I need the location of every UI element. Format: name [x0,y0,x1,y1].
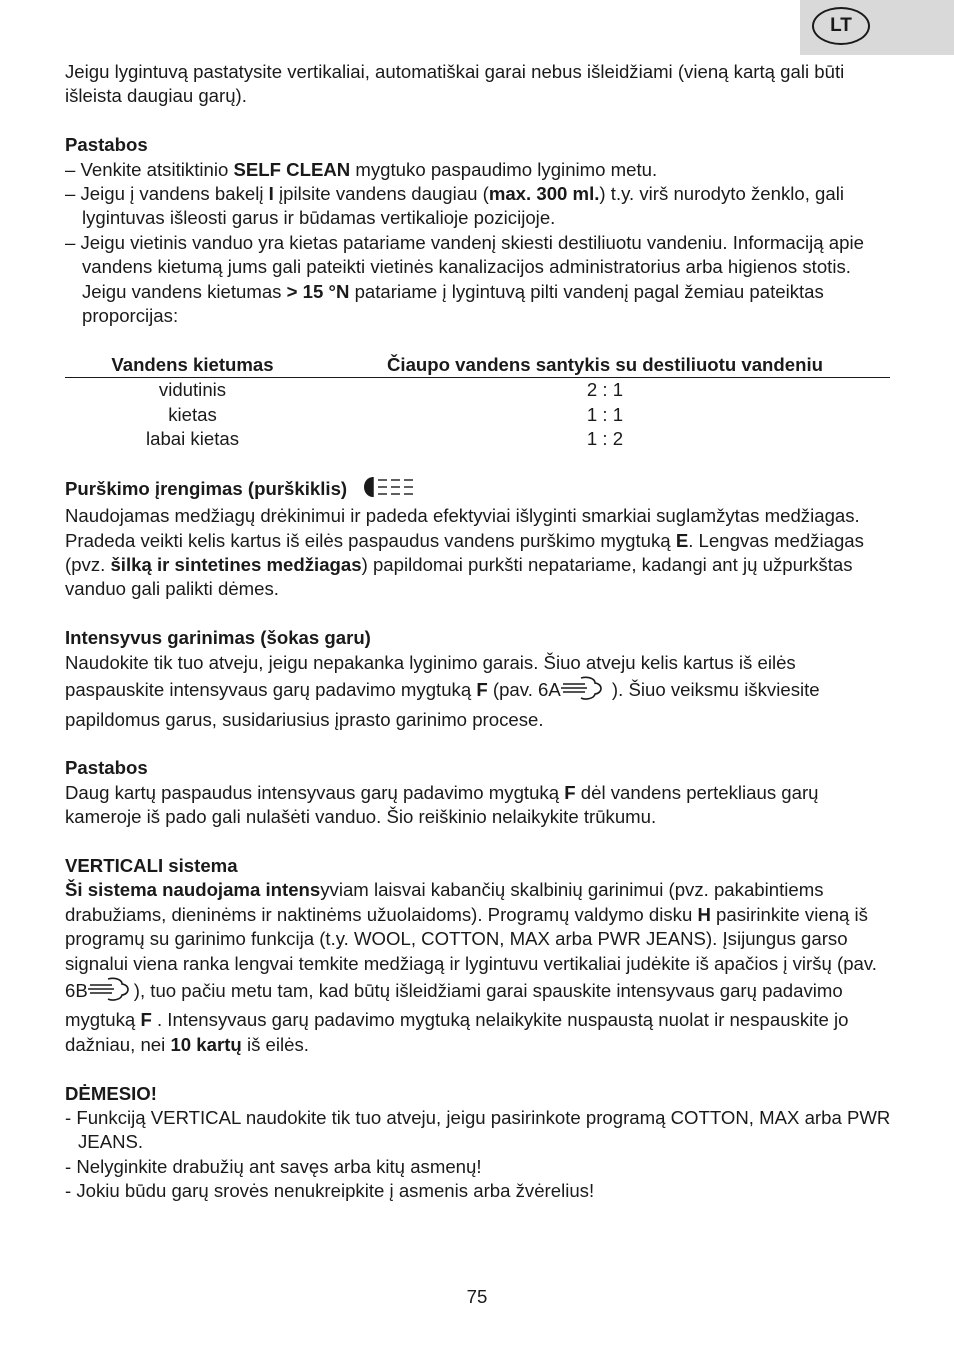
table-cell-hardness: labai kietas [145,428,240,450]
warning-title: DĖMESIO! [65,1082,157,1104]
spray-icon [363,476,415,504]
table-header-hardness: Vandens kietumas [65,353,320,378]
steam-burst-icon [561,675,607,707]
intro-paragraph: Jeigu lygintuvą pastatysite vertikaliai, automatiškai garai nebus išleidžiami (vieną kartą gali būti išleista daugiau garų). [65,61,845,107]
table-row [65,378,890,403]
steam-burst-icon [88,976,134,1008]
table-cell-ratio: 1 : 2 [586,428,624,450]
warning-item: - Funkciją VERTICAL naudokite tik tuo atveju, jeigu pasirinkote programą COTTON, MAX arba PWR JEANS. [65,1106,891,1153]
spray-title: Purškimo įrengimas (purškiklis) [65,476,895,504]
shot-title: Intensyvus garinimas (šokas garu) [65,627,371,649]
vertical-title: VERTICALI sistema [65,854,238,876]
notes1-item-1: – Venkite atsitiktinio SELF CLEAN mygtuko paspaudimo lyginimo metu. [65,158,658,180]
page-number: 75 [466,1286,488,1307]
table-cell-hardness: vidutinis [158,379,227,401]
table-row [65,427,890,451]
warning-item: - Jokiu būdu garų srovės nenukreipkite į asmenis arba žvėrelius! [65,1180,595,1202]
language-badge: LT [812,7,870,45]
notes2-paragraph: Daug kartų paspaudus intensyvaus garų padavimo mygtuką F dėl vandens pertekliaus garų kameroje iš pado gali nulašėti vanduo. Šio reiškinio nelaikykite trūkumu. [65,781,819,828]
notes2-title: Pastabos [65,757,148,779]
vertical-paragraph: Ši sistema naudojama intensyviam laisvai kabančių skalbinių garinimui (pvz. pakabintiems drabužiams, dieninėms ir naktinėms užuolaidoms). Programų valdymo disku H pasirinkite vieną iš programų su garinimo funkcija (t.y. WOOL, COTTON, MAX arba PWR JEANS). Įsijungus garso signalui viena ranka lengvai temkite medžiagą ir lygintuvu vertikaliai judėkite iš apačios į viršų (pav. 6B ), tuo pačiu metu tam, kad būtų išleidžiami garai spauskite intensyvaus garų padavimo mygtuką F . Intensyvaus garų padavimo mygtuką nelaikykite nuspaustą nuolat ir nespauskite jo dažniau, nei 10 kartų iš eilės. [65,879,877,1055]
notes1-title: Pastabos [65,134,148,156]
notes1-item-3: – Jeigu vietinis vanduo yra kietas patariame vandenį skiesti destiliuotu vandeniu. Informaciją apie vandens kietumą jums gali pateikti vietinės kanalizacijos administratorius arba higienos stotis. Jeigu vandens kietumas > 15 °N patariame į lygintuvą pilti vandenį pagal žemiau pateiktas proporcijas: [65,231,864,327]
table-header-ratio: Čiaupo vandens santykis su destiliuotu vandeniu [320,353,890,378]
table-cell-hardness: kietas [168,403,217,425]
page-content [65,60,895,1204]
shot-paragraph: Naudokite tik tuo atveju, jeigu nepakanka lyginimo garais. Šiuo atveju kelis kartus iš eilės paspauskite intensyvaus garų padavimo mygtuką F (pav. 6A ). Šiuo veiksmu iškviesite papildomus garus, susidariusius įprasto garinimo procese. [65,651,820,730]
table-row [65,403,890,427]
table-cell-ratio: 2 : 1 [586,379,624,401]
notes1-item-2: – Jeigu į vandens bakelį I įpilsite vandens daugiau (max. 300 ml.) t.y. virš nurodyto ženklo, gali lygintuvas išleosti garus ir būdamas vertikalioje pozicijoje. [65,183,844,229]
table-cell-ratio: 1 : 1 [586,403,624,425]
spray-paragraph: Naudojamas medžiagų drėkinimui ir padeda efektyviai išlyginti smarkiai suglamžytas medžiagas. Pradeda veikti kelis kartus iš eilės paspaudus vandens purškimo mygtuką E. Lengvas medžiagas (pvz. šilką ir sintetines medžiagas) papildomai purkšti nepatariame, kadangi ant jų užpurkštas vanduo gali palikti dėmes. [65,505,864,600]
water-hardness-table [65,353,890,452]
language-tab [800,0,954,55]
warning-item: - Nelyginkite drabužių ant savęs arba kitų asmenų! [65,1155,482,1177]
